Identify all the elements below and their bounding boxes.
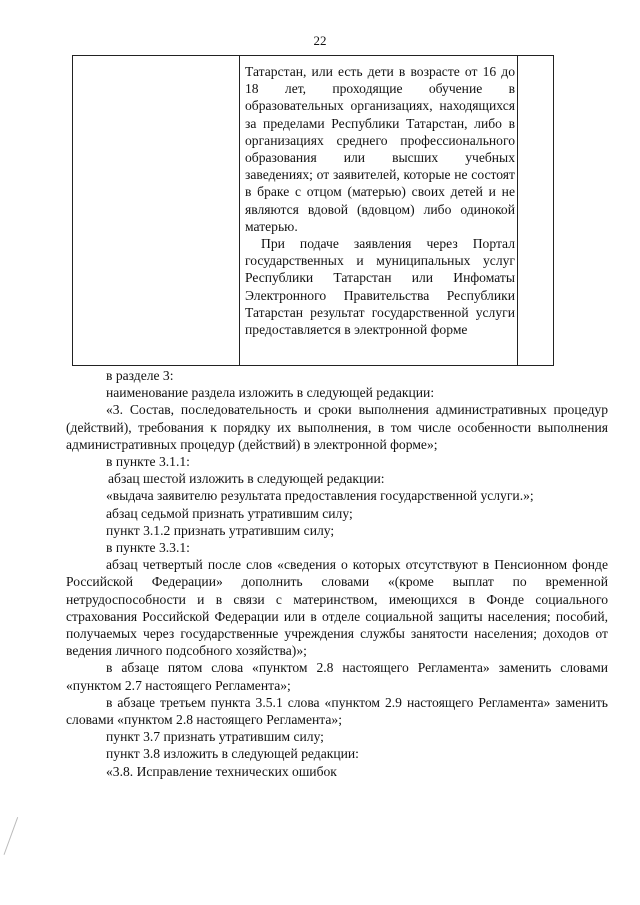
table-cell-text: [245, 63, 515, 338]
page-number: 22: [313, 33, 327, 48]
body-paragraph: пункт 3.8 изложить в следующей редакции:: [106, 746, 359, 762]
body-paragraph: в абзаце третьем пункта 3.5.1 слова «пунктом 2.9 настоящего Регламента» заменить словами «пунктом 2.8 настоящего Регламента»;: [66, 694, 608, 728]
body-paragraph: абзац седьмой признать утратившим силу;: [106, 505, 353, 521]
body-paragraph: «3.8. Исправление технических ошибок: [106, 763, 337, 779]
table-cell-paragraph: При подаче заявления через Портал государственных и муниципальных услуг Республики Татарстан или Инфоматы Электронного Правительства Республики Татарстан результат государственной услуги предоставляется в электронной форме: [245, 236, 515, 338]
table-cell-paragraph: Татарстан, или есть дети в возрасте от 16 до 18 лет, проходящие обучение в образовательных организациях, находящихся за пределами Республики Татарстан, либо в организациях среднего профессионального образования или высших учебных заведениях; от заявителей, которые не состоят в браке с отцом (матерью) своих детей и не являются вдовой (вдовцом) либо одинокой матерью.: [245, 64, 515, 234]
body-paragraph: пункт 3.7 признать утратившим силу;: [106, 729, 324, 745]
margin-scan-mark: [4, 817, 30, 859]
body-paragraph: «выдача заявителю результата предоставления государственной услуги.»;: [106, 488, 534, 504]
body-paragraph: в абзаце пятом слова «пунктом 2.8 настоящего Регламента» заменить словами «пунктом 2.7 настоящего Регламента»;: [66, 660, 608, 693]
body-paragraph: абзац шестой изложить в следующей редакции:: [108, 471, 385, 487]
table-column-divider: [517, 56, 518, 365]
table-column-divider: [239, 56, 240, 365]
body-paragraph: пункт 3.1.2 признать утратившим силу;: [106, 522, 335, 538]
body-paragraph: «3. Состав, последовательность и сроки выполнения административных процедур (действий), требования к порядку их выполнения, в том числе особенности выполнения административных процедур (действий) в электронной форме»;: [66, 402, 608, 452]
body-paragraph: наименование раздела изложить в следующей редакции:: [106, 385, 435, 401]
document-body: [66, 367, 608, 780]
body-paragraph: в пункте 3.1.1:: [106, 454, 190, 470]
body-paragraph: в пункте 3.3.1:: [106, 540, 190, 556]
body-paragraph: абзац четвертый после слов «сведения о которых отсутствуют в Пенсионном фонде Российской Федерации» дополнить словами «(кроме выплат по временной нетрудоспособности и в связи с материнством, имеющихся в Фонде социального страхования Российской Федерации или в отделе социальной защиты населения; пособий, получаемых через государственные учреждения службы занятости населения; доходов от ведения личного подсобного хозяйства)»;: [66, 557, 608, 659]
continuation-table: [72, 55, 554, 366]
body-paragraph: в разделе 3:: [106, 368, 174, 383]
